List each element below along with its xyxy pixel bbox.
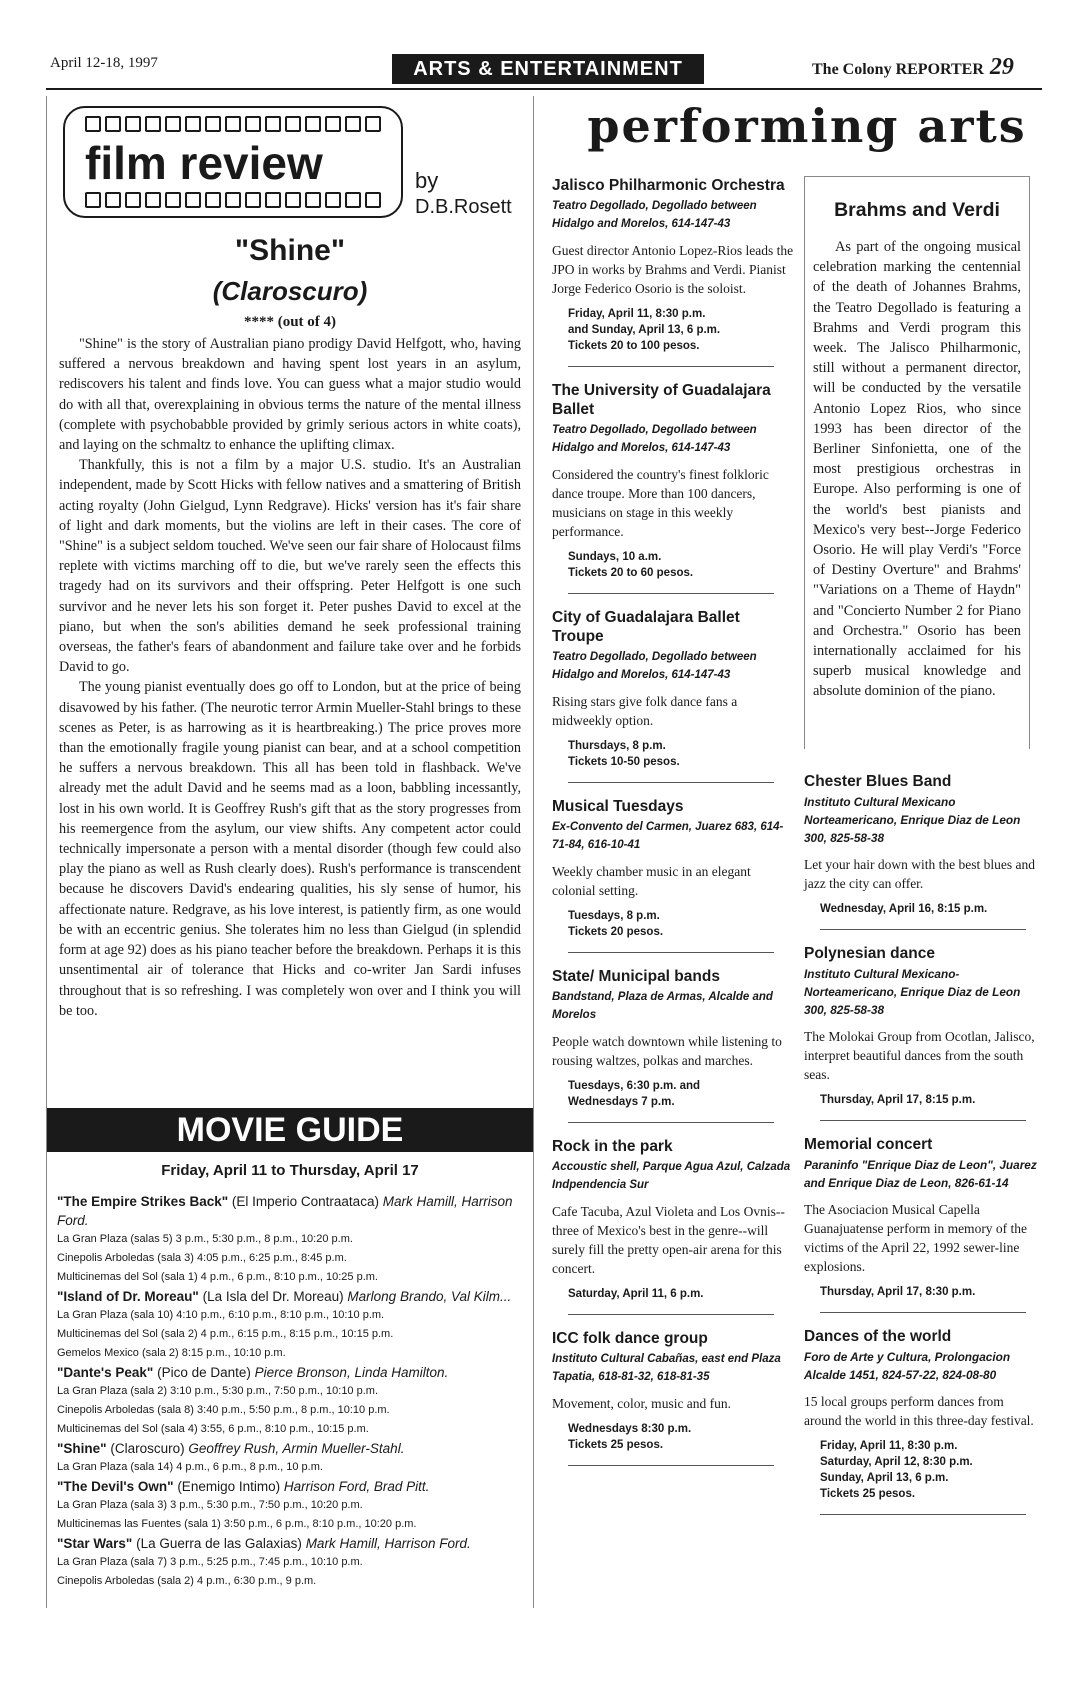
film-title: "The Devil's Own": [57, 1479, 174, 1494]
event-time-line: Sunday, April 13, 6 p.m.: [820, 1472, 949, 1484]
event-venue: Foro de Arte y Cultura, Prolongacion Alcalde 1451, 824-57-22, 824-08-80: [804, 1350, 1011, 1382]
event-listing: [552, 381, 794, 594]
review-rating: **** (out of 4): [243, 314, 337, 330]
event-divider: [820, 929, 1026, 930]
event-time-line: Saturday, April 12, 8:30 p.m.: [820, 1456, 973, 1468]
movie-guide-list: [57, 1192, 527, 1591]
event-name: Memorial concert: [804, 1136, 933, 1153]
event-description: Let your hair down with the best blues and jazz the city can offer.: [804, 857, 1035, 891]
film-title: "Star Wars": [57, 1536, 133, 1551]
event-times: [804, 901, 1042, 917]
showtime-line: La Gran Plaza (sala 3) 3 p.m., 5:30 p.m., 7:50 p.m., 10:20 p.m.: [57, 1499, 363, 1511]
feature-text: [813, 237, 1021, 702]
event-time-line: Tuesdays, 8 p.m.: [568, 910, 660, 922]
event-description: 15 local groups perform dances from around the world in this three-day festival.: [804, 1394, 1034, 1428]
event-time-line: Tickets 10-50 pesos.: [568, 756, 680, 768]
film-cast: Mark Hamill, Harrison Ford.: [305, 1536, 471, 1551]
event-divider: [568, 1122, 774, 1123]
section-banner: ARTS & ENTERTAINMENT: [392, 54, 704, 84]
issue-date: April 12-18, 1997: [50, 55, 158, 71]
event-name: Dances of the world: [804, 1328, 952, 1345]
event-time-line: Friday, April 11, 8:30 p.m.: [820, 1440, 958, 1452]
showtime-line: Gemelos Mexico (sala 2) 8:15 p.m., 10:10 p.m.: [57, 1347, 286, 1359]
event-description: Cafe Tacuba, Azul Violeta and Los Ovnis--three of Mexico's best in the genre--will surely fill the pretty open-air arena for this concert.: [552, 1204, 785, 1276]
event-time-line: Tickets 25 pesos.: [820, 1488, 916, 1500]
feature-paragraph: As part of the ongoing musical celebration marking the centennial of the death of Johannes Brahms, the Teatro Degollado is featuring a Brahms and Verdi program this week. The Jalisco Philharmonic, still without a permanent director, will be conducted by the versatile Antonio Lopez Rios, who since 1993 has been director of the Berliner Sinfonietta, one of the most prestigious orchestras in Europe. Also performing is one of the world's best pianists and Mexico's very best--Jorge Federico Osorio. He will play Verdi's "Force of Destiny Overture" and Brahms' "Variations on a Theme of Haydn" and "Concierto Number 2 for Piano and Orchestra." Osorio has been internationally acclaimed for his superb musical knowledge and absolute dominion of the piano.: [813, 239, 1021, 700]
event-listing: [804, 1327, 1042, 1515]
film-entry: [57, 1192, 527, 1230]
event-venue: Ex-Convento del Carmen, Juarez 683, 614-71-84, 616-10-41: [552, 821, 784, 851]
showtime-line: Cinepolis Arboledas (sala 2) 4 p.m., 6:30 p.m., 9 p.m.: [57, 1575, 317, 1587]
event-time-line: Tuesdays, 6:30 p.m. and: [568, 1080, 701, 1092]
event-times: [552, 1421, 794, 1453]
showtime-line: Multicinemas del Sol (sala 1) 4 p.m., 6 p.m., 8:10 p.m., 10:25 p.m.: [57, 1271, 378, 1283]
film-strip-top: [85, 116, 381, 132]
paper-name: The Colony REPORTER: [812, 61, 984, 78]
event-description: People watch downtown while listening to rousing waltzes, polkas and marches.: [552, 1034, 782, 1068]
events-middle-column: [552, 176, 794, 1480]
event-time-line: Thursdays, 8 p.m.: [568, 740, 666, 752]
event-name: State/ Municipal bands: [552, 968, 720, 985]
event-venue: Teatro Degollado, Degollado between Hidalgo and Morelos, 614-147-43: [552, 651, 757, 681]
film-title: "Shine": [57, 1441, 107, 1456]
showtime-line: Cinepolis Arboledas (sala 8) 3:40 p.m., 5:50 p.m., 8 p.m., 10:10 p.m.: [57, 1404, 390, 1416]
event-time-line: Thursday, April 17, 8:15 p.m.: [820, 1094, 976, 1106]
film-title: "Island of Dr. Moreau": [57, 1289, 199, 1304]
events-right-column: [804, 772, 1042, 1529]
film-cast: Marlong Brando, Val Kilm...: [347, 1289, 512, 1304]
event-time-line: Wednesdays 8:30 p.m.: [568, 1423, 692, 1435]
byline-author: D.B.Rosett: [415, 196, 512, 218]
film-spanish-title: (Claroscuro): [110, 1441, 185, 1456]
film-cast: Mark Hamill, Harrison Ford.: [57, 1194, 513, 1228]
event-description: Considered the country's finest folkloric dance troupe. More than 100 dancers, musicians on stage in this weekly performance.: [552, 467, 769, 539]
event-description: The Molokai Group from Ocotlan, Jalisco, interpret beautiful dances from the south seas.: [804, 1029, 1035, 1082]
film-spanish-title: (El Imperio Contraataca): [231, 1194, 379, 1209]
event-time-line: and Sunday, April 13, 6 p.m.: [568, 324, 721, 336]
event-venue: Instituto Cultural Mexicano Norteamericano, Enrique Diaz de Leon 300, 825-58-38: [804, 795, 1021, 845]
review-body: [59, 334, 521, 1021]
showtime-line: Multicinemas las Fuentes (sala 1) 3:50 p.m., 6 p.m., 8:10 p.m., 10:20 p.m.: [57, 1518, 417, 1530]
event-listing: [552, 1329, 794, 1466]
movie-guide-dates: Friday, April 11 to Thursday, April 17: [161, 1162, 419, 1179]
event-listing: [552, 608, 794, 783]
showtime-line: Multicinemas del Sol (sala 4) 3:55, 6 p.m., 8:10 p.m., 10:15 p.m.: [57, 1423, 369, 1435]
event-times: [552, 908, 794, 940]
event-description: Rising stars give folk dance fans a midweekly option.: [552, 694, 738, 728]
event-divider: [820, 1120, 1026, 1121]
event-time-line: Tickets 20 to 100 pesos.: [568, 340, 700, 352]
film-spanish-title: (La Guerra de las Galaxias): [136, 1536, 302, 1551]
masthead: [812, 54, 1014, 81]
event-listing: [804, 1135, 1042, 1313]
event-name: ICC folk dance group: [552, 1330, 708, 1347]
event-listing: [804, 944, 1042, 1121]
event-venue: Accoustic shell, Parque Agua Azul, Calzada Indpendencia Sur: [552, 1161, 791, 1191]
byline-by: by: [415, 168, 439, 193]
review-paragraph: "Shine" is the story of Australian piano prodigy David Helfgott, who, having suffered a nervous breakdown and having spent lost years in an asylum, rediscovers his talent and finds love. You can guess what a major studio would do with all that, overexplaining in obvious terms the nature of the mental illness (complete with psychobabble provided by grimly serious actors in white coats), and laying on the schmaltz to enhance the uplifting climax.: [59, 336, 521, 454]
showtime-line: La Gran Plaza (sala 10) 4:10 p.m., 6:10 p.m., 8:10 p.m., 10:10 p.m.: [57, 1309, 385, 1321]
event-description: The Asociacion Musical Capella Guanajuatense perform in memory of the victims of the April 22, 1992 sewer-line explosions.: [804, 1202, 1028, 1274]
event-listing: [552, 176, 794, 367]
film-review-logo: [63, 106, 403, 218]
event-listing: [804, 772, 1042, 930]
showtime-line: Cinepolis Arboledas (sala 3) 4:05 p.m., 6:25 p.m., 8:45 p.m.: [57, 1252, 347, 1264]
event-venue: Paraninfo "Enrique Diaz de Leon", Juarez and Enrique Diaz de Leon, 826-61-14: [804, 1158, 1037, 1190]
showtime-line: Multicinemas del Sol (sala 2) 4 p.m., 6:15 p.m., 8:15 p.m., 10:15 p.m.: [57, 1328, 394, 1340]
film-review-label: film review: [85, 137, 323, 189]
event-listing: [552, 1137, 794, 1315]
film-entry: [57, 1534, 527, 1553]
film-strip-bottom: [85, 192, 381, 208]
film-spanish-title: (Pico de Dante): [157, 1365, 251, 1380]
film-cast: Pierce Bronson, Linda Hamilton.: [254, 1365, 449, 1380]
film-entry: [57, 1439, 527, 1458]
event-times: [552, 1286, 794, 1302]
event-venue: Teatro Degollado, Degollado between Hidalgo and Morelos, 614-147-43: [552, 424, 757, 454]
event-description: Weekly chamber music in an elegant colonial setting.: [552, 864, 751, 898]
header-rule: [46, 88, 1042, 90]
event-time-line: Sundays, 10 a.m.: [568, 551, 662, 563]
film-spanish-title: (La Isla del Dr. Moreau): [202, 1289, 344, 1304]
event-times: [552, 306, 794, 354]
event-venue: Bandstand, Plaza de Armas, Alcalde and Morelos: [552, 991, 773, 1021]
event-name: Jalisco Philharmonic Orchestra: [552, 177, 785, 194]
review-paragraph: The young pianist eventually does go off to London, but at the price of being disavowed by his father. (The neurotic terror Armin Mueller-Stahl brings to these scenes as Peter, is as harrowing as it is heartbreaking.) The price proves more than the emotionally fragile young pianist can bear, and at a school competition he suffers a nervous breakdown. This all has been told in flashback. We've already met the adult David and he seems mad as a loon, babbling incessantly, lost in his own world. It is Geoffrey Rush's gift that as the story progresses from his reemergence from the asylum, our view shifts. Any competent actor could technically impersonate a person with a mental disorder (though few could also play the piano as well as Rush clearly does). Rush's performance is transcendent because he discovers David's endearing qualities, his sly sense of humor, his affectionate nature. Redgrave, as his love interest, is patiently firm, as one would be with an eccentric genius. She tolerates him no less than Gielgud (in splendid form at age 92) does as his piano teacher before the breakdown. Perhaps it is this unsentimental air of tolerance that Hicks and co-writer Jan Sardi infuses throughout that is so refreshing. I was completely won over and I think you will be too.: [59, 679, 521, 1019]
event-venue: Teatro Degollado, Degollado between Hidalgo and Morelos, 614-147-43: [552, 200, 757, 230]
event-times: [552, 738, 794, 770]
event-divider: [568, 366, 774, 367]
event-name: The University of Guadalajara Ballet: [552, 382, 771, 418]
film-entry: [57, 1477, 527, 1496]
event-divider: [820, 1312, 1026, 1313]
performing-arts-title: performing arts: [587, 99, 1027, 153]
event-listing: [552, 797, 794, 953]
film-spanish-title: (Enemigo Intimo): [177, 1479, 281, 1494]
event-name: Rock in the park: [552, 1138, 673, 1155]
event-time-line: Friday, April 11, 8:30 p.m.: [568, 308, 706, 320]
feature-box: [804, 176, 1030, 749]
event-time-line: Tickets 25 pesos.: [568, 1439, 664, 1451]
showtime-line: La Gran Plaza (sala 2) 3:10 p.m., 5:30 p.m., 7:50 p.m., 10:10 p.m.: [57, 1385, 378, 1397]
event-name: City of Guadalajara Ballet Troupe: [552, 609, 740, 645]
event-time-line: Wednesday, April 16, 8:15 p.m.: [820, 903, 988, 915]
film-cast: Geoffrey Rush, Armin Mueller-Stahl.: [188, 1441, 405, 1456]
film-review-column: [46, 96, 534, 1608]
event-venue: Instituto Cultural Cabañas, east end Plaza Tapatia, 618-81-32, 618-81-35: [552, 1353, 781, 1383]
showtime-line: La Gran Plaza (salas 5) 3 p.m., 5:30 p.m., 8 p.m., 10:20 p.m.: [57, 1233, 353, 1245]
event-times: [804, 1438, 1042, 1502]
film-title: "Dante's Peak": [57, 1365, 154, 1380]
event-times: [804, 1092, 1042, 1108]
review-paragraph: Thankfully, this is not a film by a major U.S. studio. It's an Australian independent, made by Scott Hicks with fellow natives and a smattering of British acting royalty (John Gielgud, Lynn Redgrave). Hicks' version has it's fair share of light and dark moments, but the violins are left in their cases. The core of "Shine" is a subject seldom touched. We've seen our fair share of Holocaust films replete with victims marching off to die, but we've rarely seen the effects this tragedy had on its survivors and their offspring. Peter Helfgott is one such survivor and he never lets his son forget it. Peter pushes David to excel at the piano, but when the son's abilities demand he seek professional training overseas, the father's fears of abandonment and failure take over and he forbids David to go.: [59, 457, 521, 676]
film-title: "The Empire Strikes Back": [57, 1194, 229, 1209]
movie-guide-banner: MOVIE GUIDE: [47, 1108, 533, 1152]
review-title: "Shine": [234, 234, 346, 267]
event-divider: [568, 782, 774, 783]
event-venue: Instituto Cultural Mexicano-Norteamericano, Enrique Diaz de Leon 300, 825-58-38: [804, 967, 1021, 1017]
feature-title: Brahms and Verdi: [834, 199, 1000, 221]
event-name: Musical Tuesdays: [552, 798, 684, 815]
event-time-line: Thursday, April 17, 8:30 p.m.: [820, 1286, 976, 1298]
event-time-line: Wednesdays 7 p.m.: [568, 1096, 675, 1108]
event-divider: [568, 1314, 774, 1315]
event-listing: [552, 967, 794, 1123]
event-divider: [568, 1465, 774, 1466]
film-cast: Harrison Ford, Brad Pitt.: [283, 1479, 430, 1494]
event-divider: [568, 593, 774, 594]
event-description: Movement, color, music and fun.: [552, 1396, 732, 1411]
event-times: [552, 1078, 794, 1110]
film-entry: [57, 1363, 527, 1382]
review-subtitle: (Claroscuro): [212, 276, 368, 306]
showtime-line: La Gran Plaza (sala 14) 4 p.m., 6 p.m., 8 p.m., 10 p.m.: [57, 1461, 323, 1473]
event-time-line: Tickets 20 pesos.: [568, 926, 664, 938]
event-name: Chester Blues Band: [804, 773, 952, 790]
event-time-line: Tickets 20 to 60 pesos.: [568, 567, 694, 579]
event-name: Polynesian dance: [804, 945, 935, 962]
event-times: [552, 549, 794, 581]
showtime-line: La Gran Plaza (sala 7) 3 p.m., 5:25 p.m., 7:45 p.m., 10:10 p.m.: [57, 1556, 363, 1568]
page-number: 29: [989, 54, 1014, 80]
event-time-line: Saturday, April 11, 6 p.m.: [568, 1288, 704, 1300]
event-times: [804, 1284, 1042, 1300]
event-divider: [820, 1514, 1026, 1515]
film-entry: [57, 1287, 527, 1306]
event-description: Guest director Antonio Lopez-Rios leads the JPO in works by Brahms and Verdi. Pianist Jorge Federico Osorio is the soloist.: [552, 243, 794, 296]
event-divider: [568, 952, 774, 953]
